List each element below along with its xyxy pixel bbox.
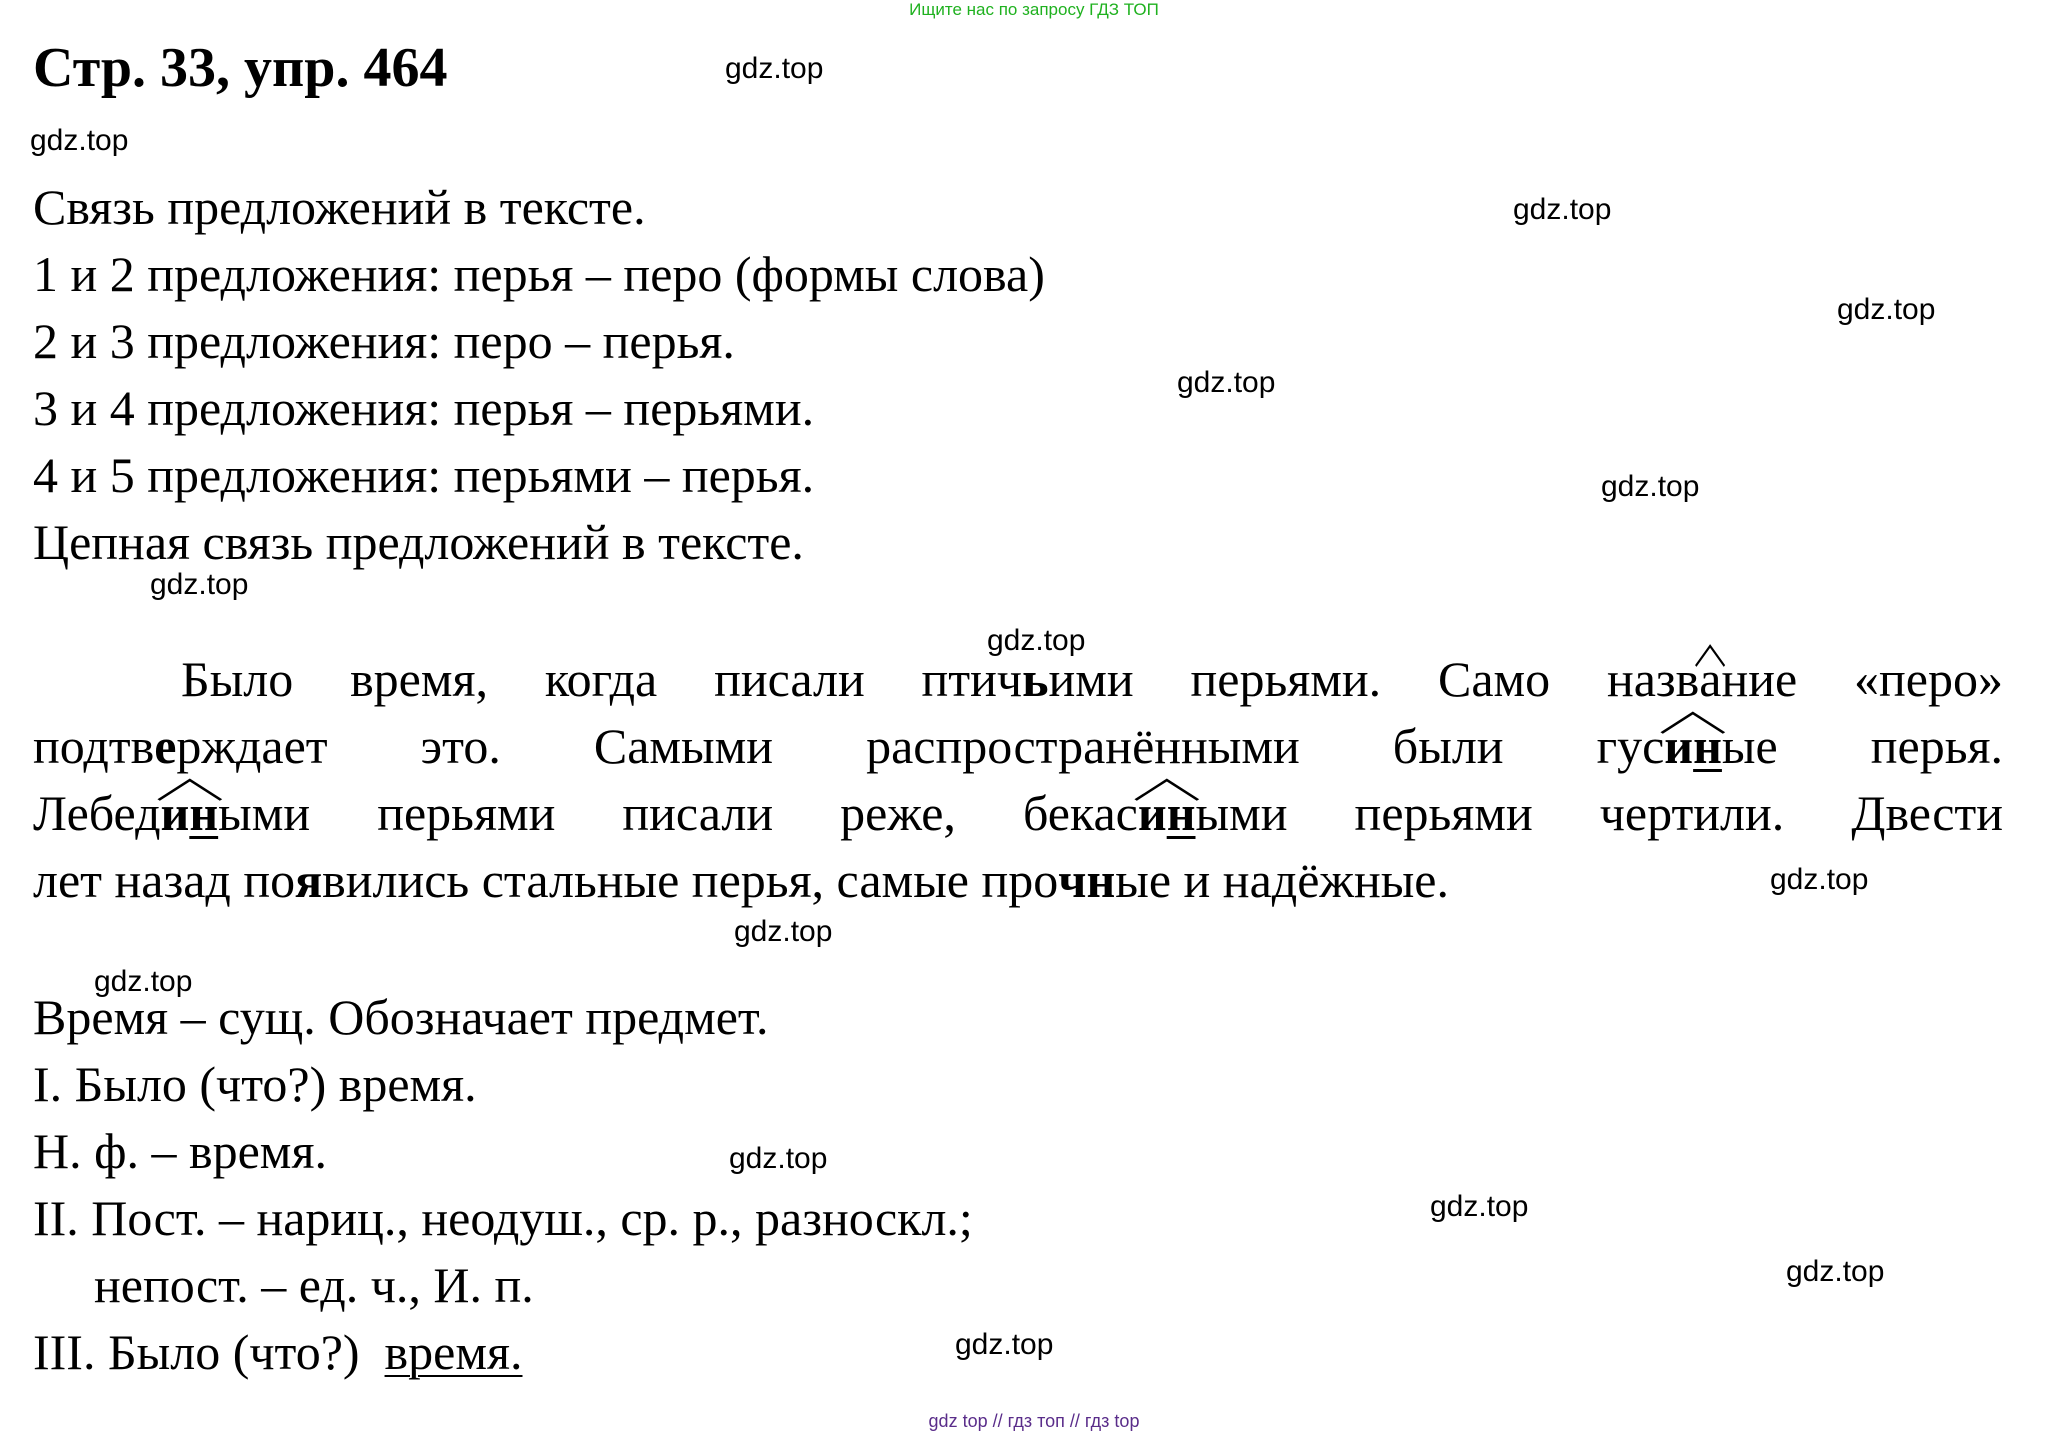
paragraph-line: подтверждает это. Самыми распространёнными были гус иные перья. [33, 717, 2003, 775]
underlined-word: время. [384, 1324, 523, 1380]
footer-links[interactable]: gdz top // гдз топ // гдз top [928, 1411, 1140, 1431]
root-mark: а [1699, 650, 1721, 708]
text-line: 2 и 3 предложения: перо – перья. [33, 313, 735, 369]
analysis-line: II. Пост. – нариц., неодуш., ср. р., разноскл.; [33, 1190, 973, 1246]
watermark: gdz.top [955, 1328, 1054, 1361]
page-title: Стр. 33, упр. 464 [33, 37, 448, 99]
paragraph-line: Было время, когда писали птичьими перьями. Само назв ание «перо» [33, 650, 2003, 708]
watermark: gdz.top [1177, 366, 1276, 399]
watermark: gdz.top [729, 1142, 828, 1175]
watermark: gdz.top [1601, 470, 1700, 503]
watermark: gdz.top [30, 124, 129, 157]
root-arc-icon [1695, 644, 1725, 668]
text-line: Связь предложений в тексте. [33, 179, 646, 235]
text-line: 4 и 5 предложения: перьями – перья. [33, 447, 815, 503]
suffix-arc-icon [157, 778, 223, 802]
analysis-line: Время – сущ. Обозначает предмет. [33, 989, 769, 1045]
highlighted-letter: е [154, 718, 177, 774]
analysis-line: I. Было (что?) время. [33, 1056, 477, 1112]
watermark: gdz.top [1837, 293, 1936, 326]
paragraph-line: Лебед иными перьями писали реже, бекас иными перьями чертили. Двести [33, 784, 2003, 842]
suffix-mark: ин [161, 784, 219, 842]
analysis-line: Н. ф. – время. [33, 1123, 327, 1179]
text-line: 1 и 2 предложения: перья – перо (формы слова) [33, 246, 1045, 302]
highlighted-letter: ь [1022, 651, 1049, 707]
highlighted-letters: чн [1058, 852, 1116, 908]
watermark: gdz.top [725, 52, 824, 85]
watermark: gdz.top [94, 965, 193, 998]
text-line: 3 и 4 предложения: перья – перьями. [33, 380, 815, 436]
watermark: gdz.top [150, 568, 249, 601]
watermark: gdz.top [1786, 1255, 1885, 1288]
watermark: gdz.top [987, 624, 1086, 657]
suffix-arc-icon [1660, 711, 1726, 735]
watermark: gdz.top [1513, 193, 1612, 226]
text-line: Цепная связь предложений в тексте. [33, 514, 804, 570]
suffix-mark: ин [1138, 784, 1196, 842]
suffix-arc-icon [1134, 778, 1200, 802]
top-banner[interactable]: Ищите нас по запросу ГДЗ ТОП [909, 0, 1159, 19]
analysis-line: непост. – ед. ч., И. п. [94, 1257, 534, 1313]
paragraph-line: лет назад появились стальные перья, самые прочные и надёжные. [33, 852, 1449, 908]
watermark: gdz.top [1770, 863, 1869, 896]
highlighted-letter: я [295, 852, 323, 908]
watermark: gdz.top [1430, 1190, 1529, 1223]
watermark: gdz.top [734, 915, 833, 948]
suffix-mark: ин [1664, 717, 1722, 775]
analysis-line: III. Было (что?) время. [33, 1324, 523, 1380]
